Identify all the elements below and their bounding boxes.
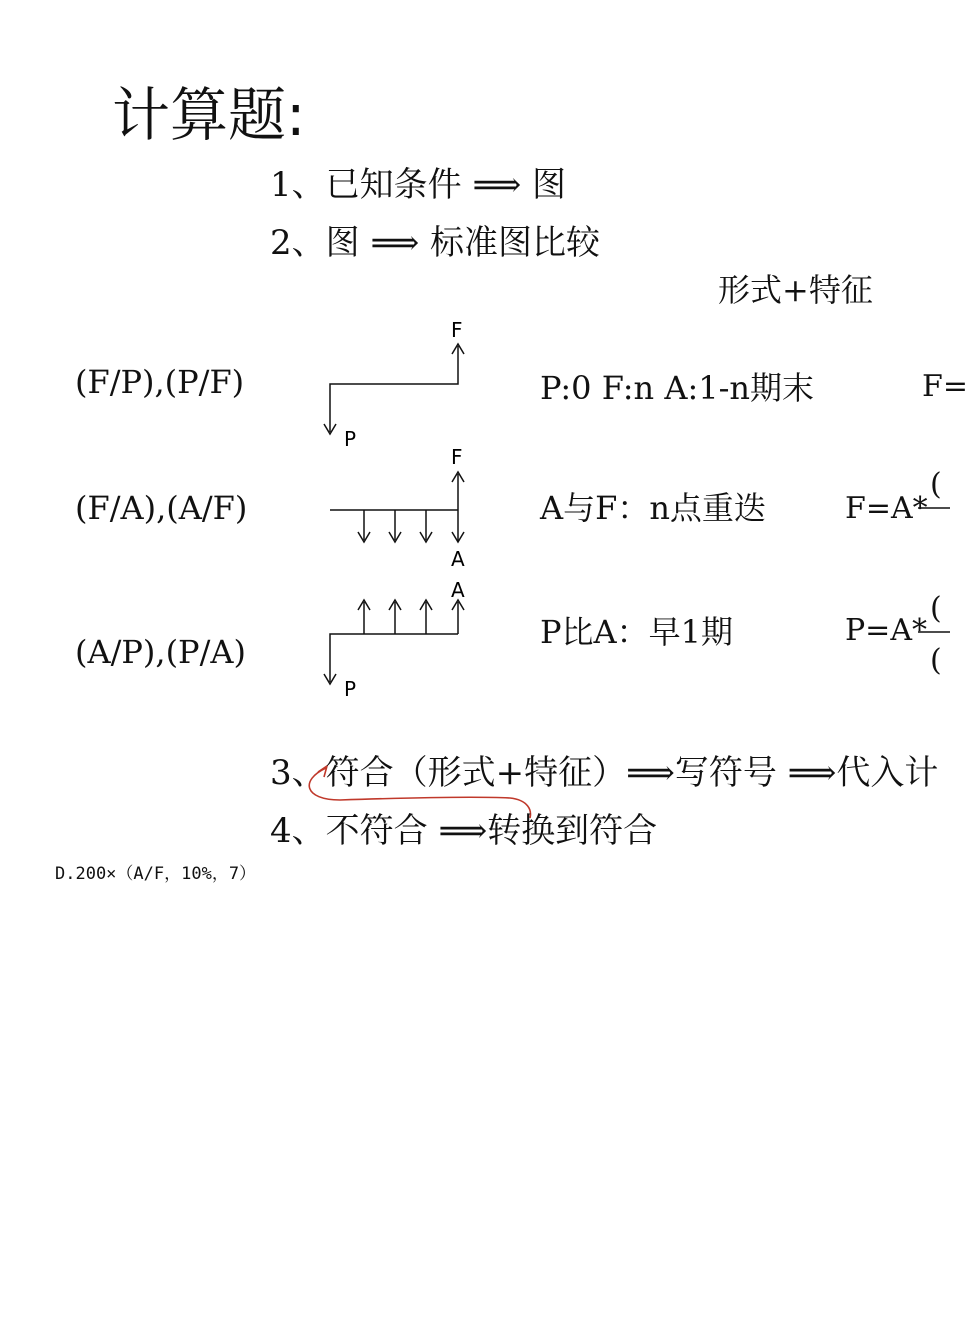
diagram-fp <box>324 344 464 434</box>
diagram-fa-top-label: F <box>451 445 463 469</box>
row-2-label: (F/A),(A/F) <box>75 489 248 527</box>
form-feature-header: 形式+特征 <box>718 271 873 309</box>
page-title: 计算题: <box>112 81 306 149</box>
row-3-label: (A/P),(P/A) <box>75 633 246 671</box>
step-3: 3、符合（形式+特征）⟹写符号 ⟹代入计 <box>270 753 939 793</box>
diagram-fp-timeline <box>330 346 458 432</box>
row-3-formula: P=A* <box>845 613 927 648</box>
step-4: 4、不符合 ⟹转换到符合 <box>270 811 658 851</box>
row-2-feature: A与F：n点重迭 <box>540 489 766 527</box>
diagram-pa-bottom-label: P <box>344 677 357 701</box>
diagram-fa <box>330 472 464 542</box>
row-2-formula: F=A* <box>845 491 928 526</box>
diagram-fp-top-label: F <box>451 318 463 342</box>
diagram-pa <box>324 600 464 684</box>
step-2: 2、图 ⟹ 标准图比较 <box>270 223 600 263</box>
row-2-formula-numerator: ( <box>930 467 942 502</box>
row-3-formula-denominator: ( <box>930 643 942 678</box>
row-1-label: (F/P),(P/F) <box>75 363 245 401</box>
step-1: 1、已知条件 ⟹ 图 <box>270 165 566 205</box>
diagram-pa-timeline <box>330 634 458 682</box>
row-1-feature: P:0 F:n A:1-n期末 <box>540 369 815 407</box>
diagram-pa-top-label: A <box>451 578 465 602</box>
answer-option-d: D.200×（A/F，10%，7） <box>55 864 257 884</box>
diagram-fa-bottom-label: A <box>451 547 465 571</box>
diagram-fp-bottom-label: P <box>344 427 357 451</box>
row-3-formula-numerator: ( <box>930 591 942 626</box>
row-3-feature: P比A：早1期 <box>540 613 734 651</box>
row-1-formula: F= <box>922 369 968 404</box>
